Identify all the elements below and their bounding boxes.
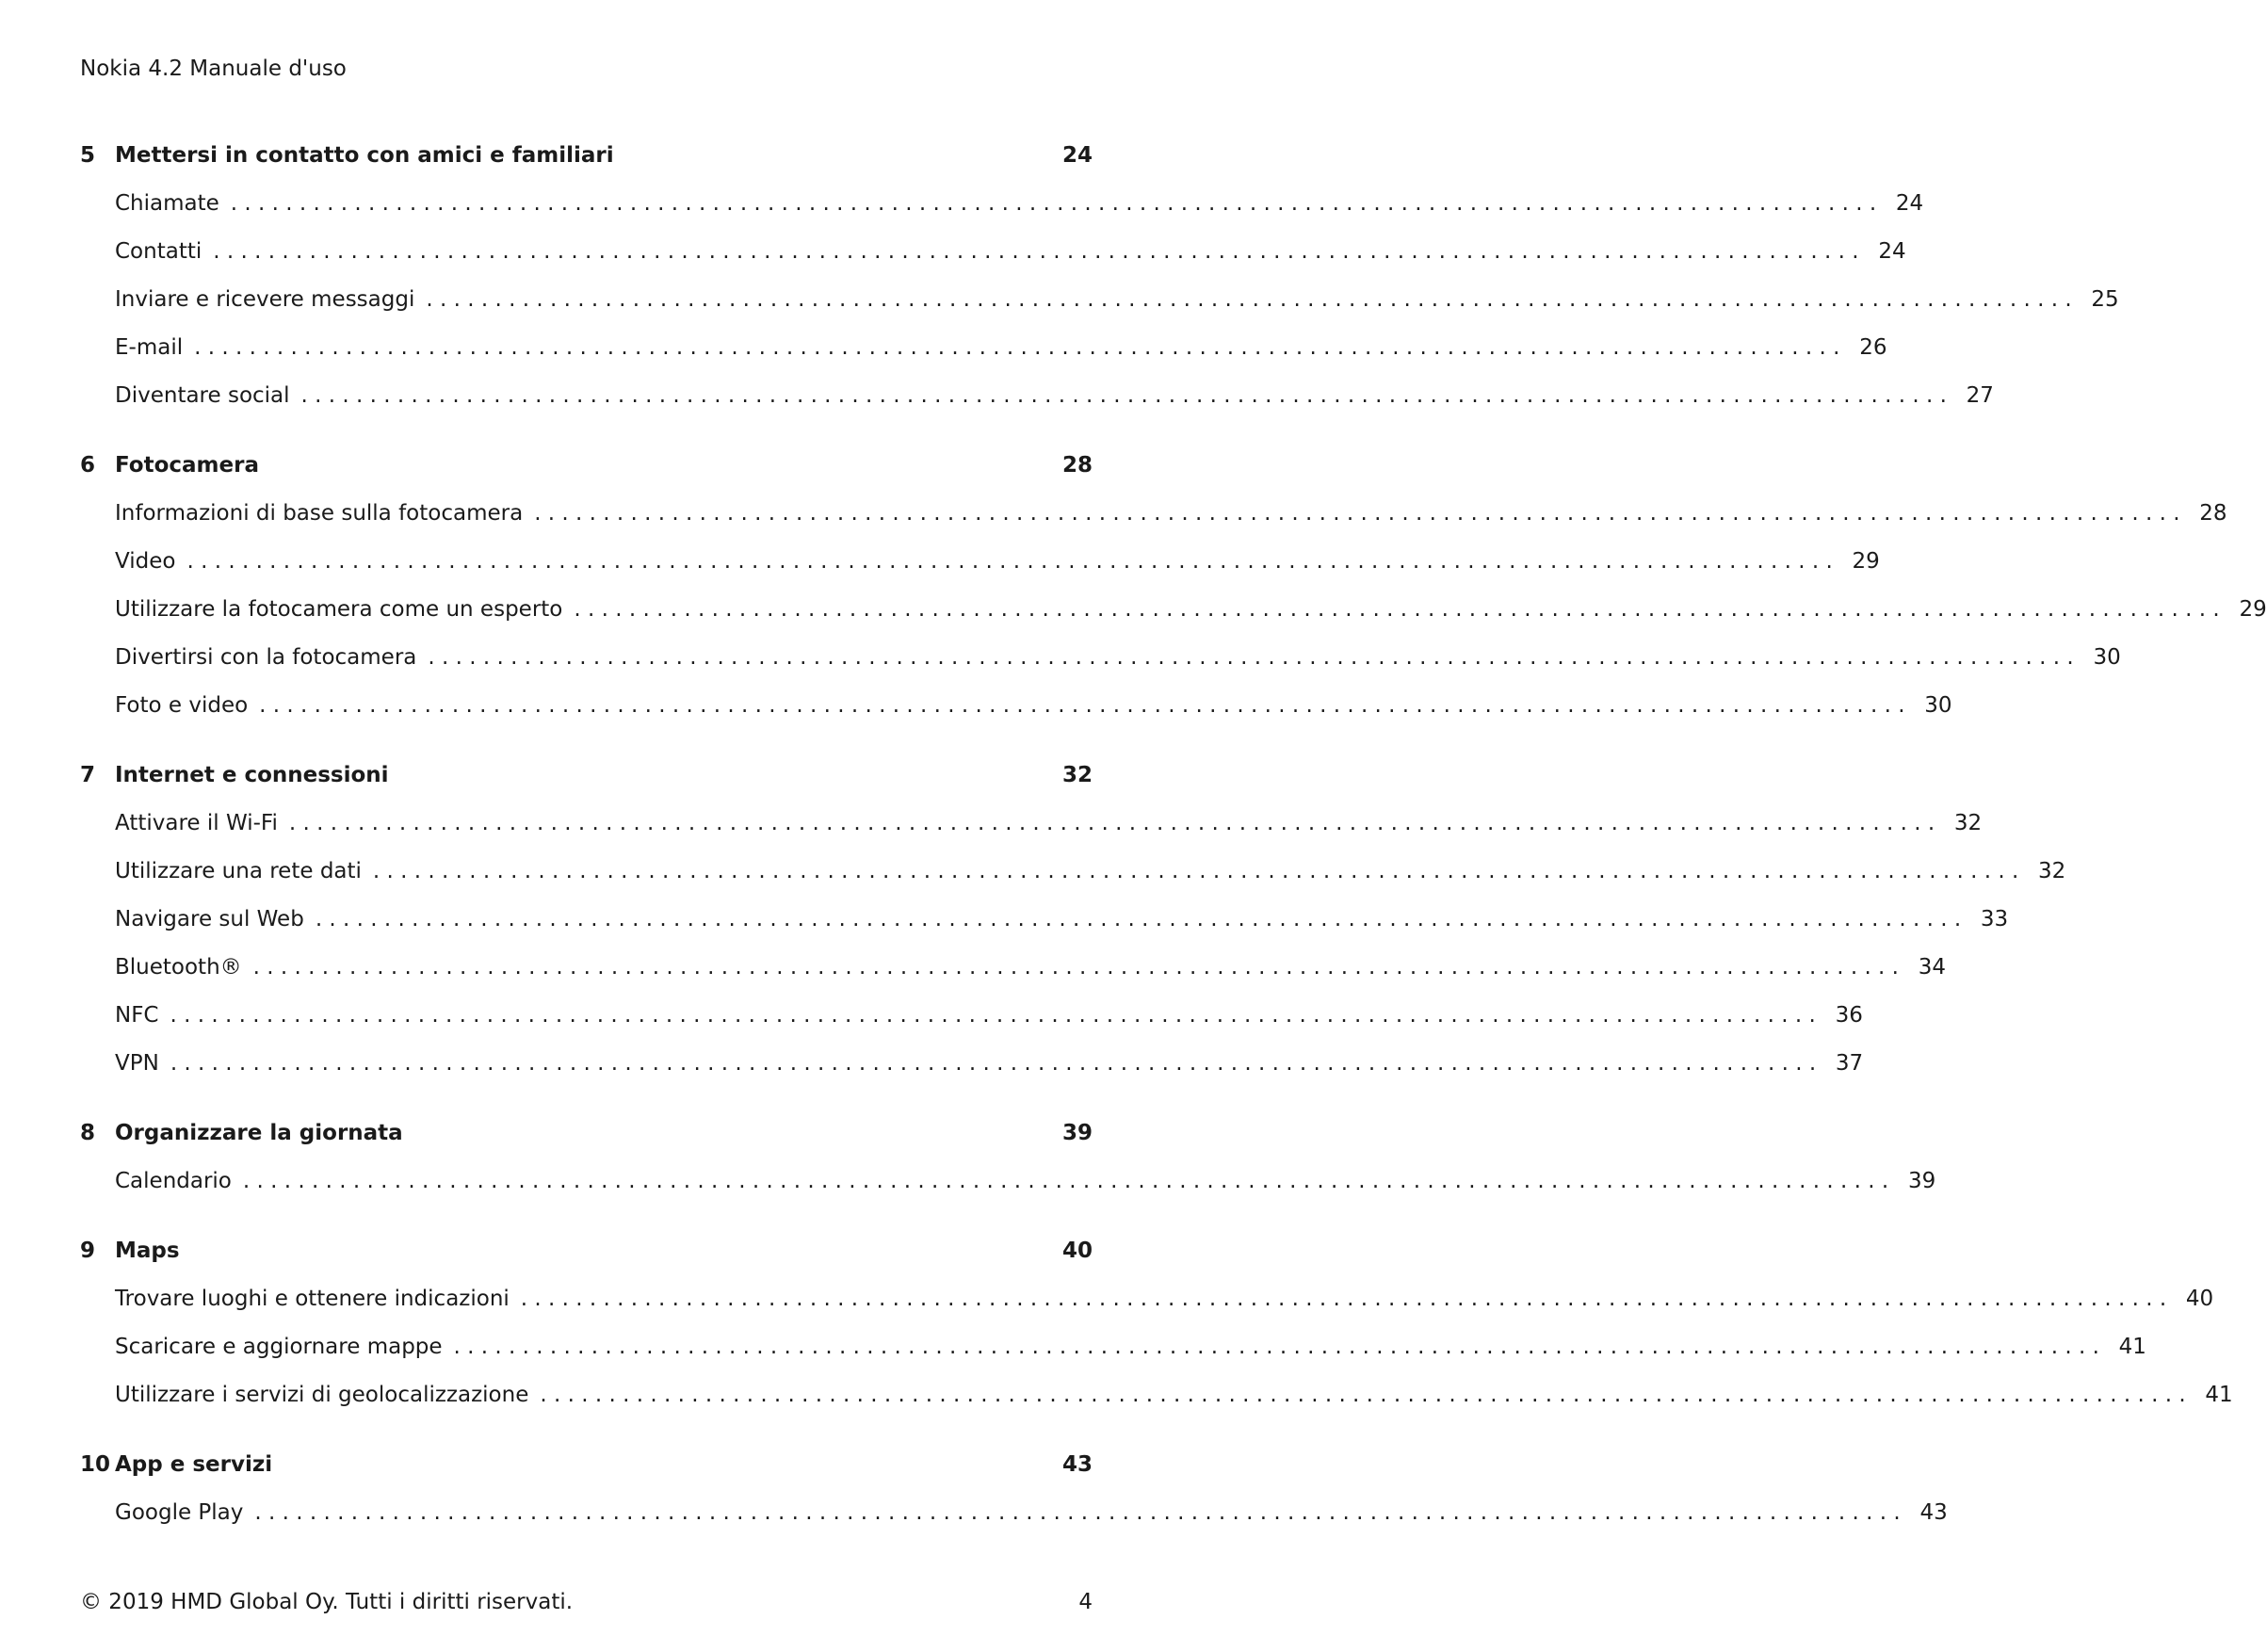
entry-title: Utilizzare una rete dati <box>115 859 362 883</box>
chapter-page: 39 <box>1061 1121 1093 1145</box>
dot-leader: . . . . . . . . . . . . . . . . . . . . . . . . . . . . . . . . . . . . . . . . . . . . . . . . . . . . . . . . . . . . . . . . . . . . . . . . . . . . . . . . . . . . . . . . . . . . . . . . . . . . . . . . . . . . . . . . . . . . . . . . <box>534 501 2180 526</box>
dot-leader: . . . . . . . . . . . . . . . . . . . . . . . . . . . . . . . . . . . . . . . . . . . . . . . . . . . . . . . . . . . . . . . . . . . . . . . . . . . . . . . . . . . . . . . . . . . . . . . . . . . . . . . . . . . . . . . . . . . . . . . . <box>186 549 1833 574</box>
entry-title: Foto e video <box>115 693 249 718</box>
chapter-title: Fotocamera <box>115 453 259 478</box>
dot-leader: . . . . . . . . . . . . . . . . . . . . . . . . . . . . . . . . . . . . . . . . . . . . . . . . . . . . . . . . . . . . . . . . . . . . . . . . . . . . . . . . . . . . . . . . . . . . . . . . . . . . . . . . . . . . . . . . . . . . . . . . <box>230 191 1877 216</box>
chapter-page: 24 <box>1061 143 1093 168</box>
dot-leader: . . . . . . . . . . . . . . . . . . . . . . . . . . . . . . . . . . . . . . . . . . . . . . . . . . . . . . . . . . . . . . . . . . . . . . . . . . . . . . . . . . . . . . . . . . . . . . . . . . . . . . . . . . . . . . . . . . . . . . . . <box>170 1003 1816 1028</box>
page-header-title: Nokia 4.2 Manuale d'uso <box>80 57 347 81</box>
footer-copyright: © 2019 HMD Global Oy. Tutti i diritti riservati. <box>80 1590 574 1614</box>
dot-leader: . . . . . . . . . . . . . . . . . . . . . . . . . . . . . . . . . . . . . . . . . . . . . . . . . . . . . . . . . . . . . . . . . . . . . . . . . . . . . . . . . . . . . . . . . . . . . . . . . . . . . . . . . . . . . . . . . . . . . . . . <box>259 693 1905 718</box>
toc-chapter[interactable] <box>80 1109 1093 1158</box>
entry-page: 24 <box>1878 239 1906 264</box>
entry-page: 28 <box>2199 501 2227 526</box>
entry-page: 30 <box>1924 693 1952 718</box>
dot-leader: . . . . . . . . . . . . . . . . . . . . . . . . . . . . . . . . . . . . . . . . . . . . . . . . . . . . . . . . . . . . . . . . . . . . . . . . . . . . . . . . . . . . . . . . . . . . . . . . . . . . . . . . . . . . . . . . . . . . . . . . <box>372 859 2019 883</box>
entry-page: 41 <box>2118 1335 2146 1359</box>
entry-title: Informazioni di base sulla fotocamera <box>115 501 524 526</box>
toc-chapter[interactable] <box>80 442 1093 490</box>
entry-title: Inviare e ricevere messaggi <box>115 287 415 312</box>
toc-entry[interactable] <box>80 324 1887 372</box>
dot-leader: . . . . . . . . . . . . . . . . . . . . . . . . . . . . . . . . . . . . . . . . . . . . . . . . . . . . . . . . . . . . . . . . . . . . . . . . . . . . . . . . . . . . . . . . . . . . . . . . . . . . . . . . . . . . . . . . . . . . . . . . <box>213 239 1859 264</box>
dot-leader: . . . . . . . . . . . . . . . . . . . . . . . . . . . . . . . . . . . . . . . . . . . . . . . . . . . . . . . . . . . . . . . . . . . . . . . . . . . . . . . . . . . . . . . . . . . . . . . . . . . . . . . . . . . . . . . . . . . . . . . . <box>426 287 2072 312</box>
chapter-title: App e servizi <box>115 1452 273 1477</box>
dot-leader: . . . . . . . . . . . . . . . . . . . . . . . . . . . . . . . . . . . . . . . . . . . . . . . . . . . . . . . . . . . . . . . . . . . . . . . . . . . . . . . . . . . . . . . . . . . . . . . . . . . . . . . . . . . . . . . . . . . . . . . . <box>252 955 1899 980</box>
toc-entry[interactable] <box>80 1275 2214 1323</box>
entry-page: 37 <box>1835 1051 1864 1076</box>
entry-page: 41 <box>2205 1383 2233 1407</box>
entry-page: 33 <box>1980 907 2009 931</box>
dot-leader: . . . . . . . . . . . . . . . . . . . . . . . . . . . . . . . . . . . . . . . . . . . . . . . . . . . . . . . . . . . . . . . . . . . . . . . . . . . . . . . . . . . . . . . . . . . . . . . . . . . . . . . . . . . . . . . . . . . . . . . . <box>170 1051 1817 1076</box>
toc-entry[interactable] <box>80 490 2227 538</box>
entry-page: 40 <box>2185 1287 2214 1311</box>
toc-chapter[interactable] <box>80 132 1093 180</box>
entry-page: 25 <box>2091 287 2119 312</box>
entry-title: Video <box>115 549 176 574</box>
toc-section-8 <box>80 1109 1936 1206</box>
toc-entry[interactable] <box>80 228 1906 276</box>
chapter-title: Maps <box>115 1239 180 1263</box>
entry-page: 32 <box>2037 859 2066 883</box>
chapter-page: 43 <box>1061 1452 1093 1477</box>
dot-leader: . . . . . . . . . . . . . . . . . . . . . . . . . . . . . . . . . . . . . . . . . . . . . . . . . . . . . . . . . . . . . . . . . . . . . . . . . . . . . . . . . . . . . . . . . . . . . . . . . . . . . . . . . . . . . . . . . . . . . . . . <box>574 597 2220 622</box>
chapter-number: 6 <box>80 453 96 478</box>
toc-entry[interactable] <box>80 372 1994 420</box>
entry-page: 30 <box>2093 645 2121 670</box>
entry-page: 39 <box>1907 1169 1936 1193</box>
entry-page: 24 <box>1895 191 1924 216</box>
entry-title: Utilizzare i servizi di geolocalizzazione <box>115 1383 529 1407</box>
toc-entry[interactable] <box>80 538 1880 586</box>
entry-page: 34 <box>1918 955 1946 980</box>
chapter-title: Internet e connessioni <box>115 763 389 787</box>
dot-leader: . . . . . . . . . . . . . . . . . . . . . . . . . . . . . . . . . . . . . . . . . . . . . . . . . . . . . . . . . . . . . . . . . . . . . . . . . . . . . . . . . . . . . . . . . . . . . . . . . . . . . . . . . . . . . . . . . . . . . . . . <box>242 1169 1889 1193</box>
toc-entry[interactable] <box>80 276 2119 324</box>
entry-title: Diventare social <box>115 383 290 408</box>
entry-title: Scaricare e aggiornare mappe <box>115 1335 443 1359</box>
entry-title: Contatti <box>115 239 202 264</box>
toc-section-6 <box>80 442 2267 730</box>
entry-page: 43 <box>1919 1500 1948 1525</box>
entry-title: Divertirsi con la fotocamera <box>115 645 417 670</box>
page-footer <box>80 1590 1093 1614</box>
toc-section-9 <box>80 1227 2233 1419</box>
toc-chapter[interactable] <box>80 752 1093 800</box>
toc-section-10 <box>80 1441 1948 1537</box>
entry-page: 36 <box>1835 1003 1863 1028</box>
footer-page-number: 4 <box>1078 1590 1093 1614</box>
dot-leader: . . . . . . . . . . . . . . . . . . . . . . . . . . . . . . . . . . . . . . . . . . . . . . . . . . . . . . . . . . . . . . . . . . . . . . . . . . . . . . . . . . . . . . . . . . . . . . . . . . . . . . . . . . . . . . . . . . . . . . . . <box>194 335 1840 360</box>
entry-page: 29 <box>1852 549 1880 574</box>
toc-entry[interactable] <box>80 1489 1948 1537</box>
chapter-number: 10 <box>80 1452 111 1477</box>
entry-title: E-mail <box>115 335 184 360</box>
toc-entry[interactable] <box>80 896 2009 944</box>
toc-entry[interactable] <box>80 180 1924 228</box>
toc-entry[interactable] <box>80 848 2066 896</box>
entry-title: Trovare luoghi e ottenere indicazioni <box>115 1287 510 1311</box>
toc-entry[interactable] <box>80 586 2267 634</box>
entry-page: 29 <box>2239 597 2267 622</box>
toc-entry[interactable] <box>80 1323 2146 1371</box>
toc-chapter[interactable] <box>80 1227 1093 1275</box>
toc-section-5 <box>80 132 2119 420</box>
chapter-number: 5 <box>80 143 96 168</box>
dot-leader: . . . . . . . . . . . . . . . . . . . . . . . . . . . . . . . . . . . . . . . . . . . . . . . . . . . . . . . . . . . . . . . . . . . . . . . . . . . . . . . . . . . . . . . . . . . . . . . . . . . . . . . . . . . . . . . . . . . . . . . . <box>453 1335 2099 1359</box>
chapter-number: 8 <box>80 1121 96 1145</box>
entry-title: NFC <box>115 1003 159 1028</box>
chapter-title: Organizzare la giornata <box>115 1121 403 1145</box>
toc-entry[interactable] <box>80 992 1863 1040</box>
table-of-contents <box>80 132 2267 1559</box>
entry-title: Chiamate <box>115 191 219 216</box>
entry-title: VPN <box>115 1051 159 1076</box>
dot-leader: . . . . . . . . . . . . . . . . . . . . . . . . . . . . . . . . . . . . . . . . . . . . . . . . . . . . . . . . . . . . . . . . . . . . . . . . . . . . . . . . . . . . . . . . . . . . . . . . . . . . . . . . . . . . . . . . . . . . . . . . <box>428 645 2074 670</box>
entry-page: 27 <box>1966 383 1994 408</box>
dot-leader: . . . . . . . . . . . . . . . . . . . . . . . . . . . . . . . . . . . . . . . . . . . . . . . . . . . . . . . . . . . . . . . . . . . . . . . . . . . . . . . . . . . . . . . . . . . . . . . . . . . . . . . . . . . . . . . . . . . . . . . . <box>540 1383 2186 1407</box>
entry-title: Attivare il Wi-Fi <box>115 811 278 835</box>
chapter-page: 40 <box>1061 1239 1093 1263</box>
entry-title: Navigare sul Web <box>115 907 304 931</box>
toc-entry[interactable] <box>80 800 1983 848</box>
toc-entry[interactable] <box>80 1371 2233 1419</box>
chapter-page: 32 <box>1061 763 1093 787</box>
dot-leader: . . . . . . . . . . . . . . . . . . . . . . . . . . . . . . . . . . . . . . . . . . . . . . . . . . . . . . . . . . . . . . . . . . . . . . . . . . . . . . . . . . . . . . . . . . . . . . . . . . . . . . . . . . . . . . . . . . . . . . . . <box>288 811 1935 835</box>
toc-chapter[interactable] <box>80 1441 1093 1489</box>
chapter-number: 9 <box>80 1239 96 1263</box>
toc-section-7 <box>80 752 2066 1088</box>
dot-leader: . . . . . . . . . . . . . . . . . . . . . . . . . . . . . . . . . . . . . . . . . . . . . . . . . . . . . . . . . . . . . . . . . . . . . . . . . . . . . . . . . . . . . . . . . . . . . . . . . . . . . . . . . . . . . . . . . . . . . . . . <box>315 907 1962 931</box>
toc-entry[interactable] <box>80 1158 1936 1206</box>
chapter-number: 7 <box>80 763 96 787</box>
dot-leader: . . . . . . . . . . . . . . . . . . . . . . . . . . . . . . . . . . . . . . . . . . . . . . . . . . . . . . . . . . . . . . . . . . . . . . . . . . . . . . . . . . . . . . . . . . . . . . . . . . . . . . . . . . . . . . . . . . . . . . . . <box>254 1500 1901 1525</box>
dot-leader: . . . . . . . . . . . . . . . . . . . . . . . . . . . . . . . . . . . . . . . . . . . . . . . . . . . . . . . . . . . . . . . . . . . . . . . . . . . . . . . . . . . . . . . . . . . . . . . . . . . . . . . . . . . . . . . . . . . . . . . . <box>520 1287 2167 1311</box>
entry-title: Bluetooth® <box>115 955 242 980</box>
toc-entry[interactable] <box>80 944 1946 992</box>
chapter-title: Mettersi in contatto con amici e familiari <box>115 143 614 168</box>
chapter-page: 28 <box>1061 453 1093 478</box>
dot-leader: . . . . . . . . . . . . . . . . . . . . . . . . . . . . . . . . . . . . . . . . . . . . . . . . . . . . . . . . . . . . . . . . . . . . . . . . . . . . . . . . . . . . . . . . . . . . . . . . . . . . . . . . . . . . . . . . . . . . . . . . <box>300 383 1947 408</box>
entry-title: Google Play <box>115 1500 244 1525</box>
toc-entry[interactable] <box>80 634 2121 682</box>
entry-title: Utilizzare la fotocamera come un esperto <box>115 597 563 622</box>
entry-title: Calendario <box>115 1169 232 1193</box>
toc-entry[interactable] <box>80 682 1952 730</box>
entry-page: 32 <box>1953 811 1983 835</box>
entry-page: 26 <box>1859 335 1887 360</box>
toc-entry[interactable] <box>80 1040 1864 1088</box>
